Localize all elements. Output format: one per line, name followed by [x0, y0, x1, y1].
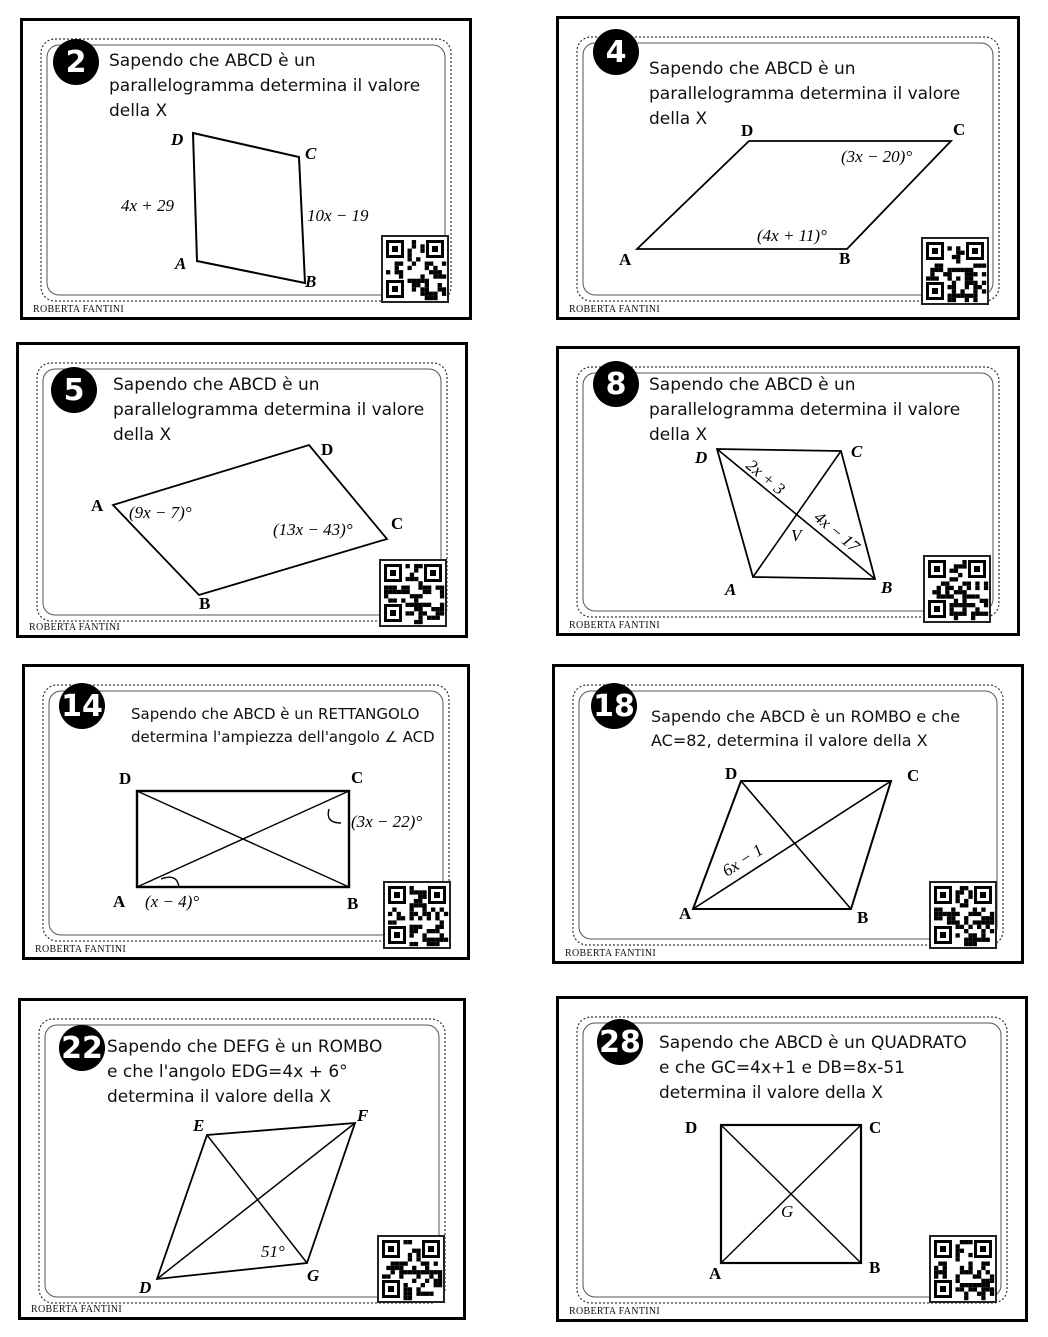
qr-pattern: [381, 561, 445, 625]
qr-code[interactable]: [383, 881, 451, 949]
task-card-22: [18, 998, 466, 1320]
task-card-28: [556, 996, 1028, 1322]
author-credit: ROBERTA FANTINI: [569, 1306, 660, 1317]
svg-text:B: B: [347, 894, 359, 913]
author-credit: ROBERTA FANTINI: [569, 620, 660, 631]
qr-code[interactable]: [923, 555, 991, 623]
qr-code[interactable]: [921, 237, 989, 305]
svg-text:C: C: [851, 442, 863, 461]
svg-text:D: D: [171, 130, 184, 149]
svg-text:A: A: [709, 1264, 722, 1283]
card-number-badge: 2: [53, 39, 99, 85]
svg-text:D: D: [139, 1278, 152, 1297]
svg-text:B: B: [839, 249, 851, 268]
svg-text:A: A: [91, 496, 104, 515]
svg-text:(3x − 22)°: (3x − 22)°: [351, 812, 423, 831]
svg-text:(x − 4)°: (x − 4)°: [145, 892, 200, 911]
svg-text:A: A: [679, 904, 692, 923]
svg-text:51°: 51°: [261, 1242, 285, 1261]
svg-text:A: A: [113, 892, 126, 911]
card-prompt: Sapendo che ABCD è un parallelogramma determina il valore della X: [113, 375, 425, 445]
svg-text:B: B: [869, 1258, 881, 1277]
svg-text:B: B: [199, 594, 211, 613]
card-number-badge: 28: [597, 1019, 643, 1065]
svg-text:D: D: [725, 764, 738, 783]
svg-text:(9x − 7)°: (9x − 7)°: [129, 503, 192, 522]
svg-text:B: B: [857, 908, 869, 927]
task-card-14: [22, 664, 470, 960]
svg-text:C: C: [869, 1118, 882, 1137]
svg-text:V: V: [791, 526, 802, 545]
author-credit: ROBERTA FANTINI: [565, 948, 656, 959]
svg-text:A: A: [725, 580, 737, 599]
qr-pattern: [385, 883, 449, 947]
card-prompt: Sapendo che ABCD è un parallelogramma determina il valore della X: [109, 51, 421, 121]
author-credit: ROBERTA FANTINI: [35, 944, 126, 955]
card-prompt: Sapendo che ABCD è un QUADRATO e che GC=4x+1 e DB=8x-51 determina il valore della X: [659, 1033, 967, 1103]
card-number-badge: 22: [59, 1025, 105, 1071]
svg-text:D: D: [685, 1118, 698, 1137]
author-credit: ROBERTA FANTINI: [31, 1304, 122, 1315]
qr-code[interactable]: [381, 235, 449, 303]
svg-text:B: B: [881, 578, 893, 597]
task-card-5: [16, 342, 468, 638]
card-number-badge: 5: [51, 367, 97, 413]
svg-text:D: D: [741, 121, 754, 140]
task-card-4: [556, 16, 1020, 320]
svg-text:C: C: [351, 768, 364, 787]
qr-pattern: [379, 1237, 443, 1301]
svg-text:D: D: [321, 440, 334, 459]
svg-text:C: C: [907, 766, 920, 785]
author-credit: ROBERTA FANTINI: [569, 304, 660, 315]
qr-pattern: [925, 557, 989, 621]
task-card-8: [556, 346, 1020, 636]
svg-text:A: A: [175, 254, 187, 273]
svg-text:C: C: [391, 514, 404, 533]
card-number-badge: 8: [593, 361, 639, 407]
svg-text:F: F: [357, 1106, 369, 1125]
svg-text:E: E: [193, 1116, 205, 1135]
qr-pattern: [923, 239, 987, 303]
card-prompt: Sapendo che ABCD è un ROMBO e che AC=82, determina il valore della X: [651, 707, 961, 750]
svg-text:B: B: [305, 272, 317, 291]
svg-text:2x + 3: 2x + 3: [742, 455, 789, 499]
svg-text:G: G: [307, 1266, 320, 1285]
qr-pattern: [931, 883, 995, 947]
svg-text:(13x − 43)°: (13x − 43)°: [273, 520, 353, 539]
svg-text:C: C: [305, 144, 317, 163]
card-prompt: Sapendo che ABCD è un RETTANGOLO determina l'ampiezza dell'angolo ∠ ACD: [131, 705, 435, 746]
svg-text:4x + 29: 4x + 29: [121, 196, 175, 215]
svg-text:6x − 1: 6x − 1: [718, 840, 767, 881]
card-prompt: Sapendo che ABCD è un parallelogramma determina il valore della X: [649, 59, 961, 129]
card-prompt: Sapendo che DEFG è un ROMBO e che l'angolo EDG=4x + 6° determina il valore della X: [107, 1037, 383, 1107]
task-card-18: [552, 664, 1024, 964]
card-prompt: Sapendo che ABCD è un parallelogramma determina il valore della X: [649, 375, 961, 445]
qr-pattern: [931, 1237, 995, 1301]
svg-text:G: G: [781, 1202, 794, 1221]
svg-text:C: C: [953, 120, 966, 139]
qr-code[interactable]: [929, 881, 997, 949]
qr-code[interactable]: [379, 559, 447, 627]
author-credit: ROBERTA FANTINI: [33, 304, 124, 315]
qr-code[interactable]: [929, 1235, 997, 1303]
svg-text:4x − 17: 4x − 17: [810, 507, 864, 557]
svg-text:10x − 19: 10x − 19: [307, 206, 369, 225]
author-credit: ROBERTA FANTINI: [29, 622, 120, 633]
svg-text:(3x − 20)°: (3x − 20)°: [841, 147, 913, 166]
task-card-2: [20, 18, 472, 320]
svg-text:D: D: [119, 769, 132, 788]
svg-text:A: A: [619, 250, 632, 269]
card-number-badge: 18: [591, 683, 637, 729]
card-number-badge: 4: [593, 29, 639, 75]
qr-code[interactable]: [377, 1235, 445, 1303]
qr-pattern: [383, 237, 447, 301]
svg-text:(4x + 11)°: (4x + 11)°: [757, 226, 827, 245]
svg-text:D: D: [695, 448, 708, 467]
card-number-badge: 14: [59, 683, 105, 729]
